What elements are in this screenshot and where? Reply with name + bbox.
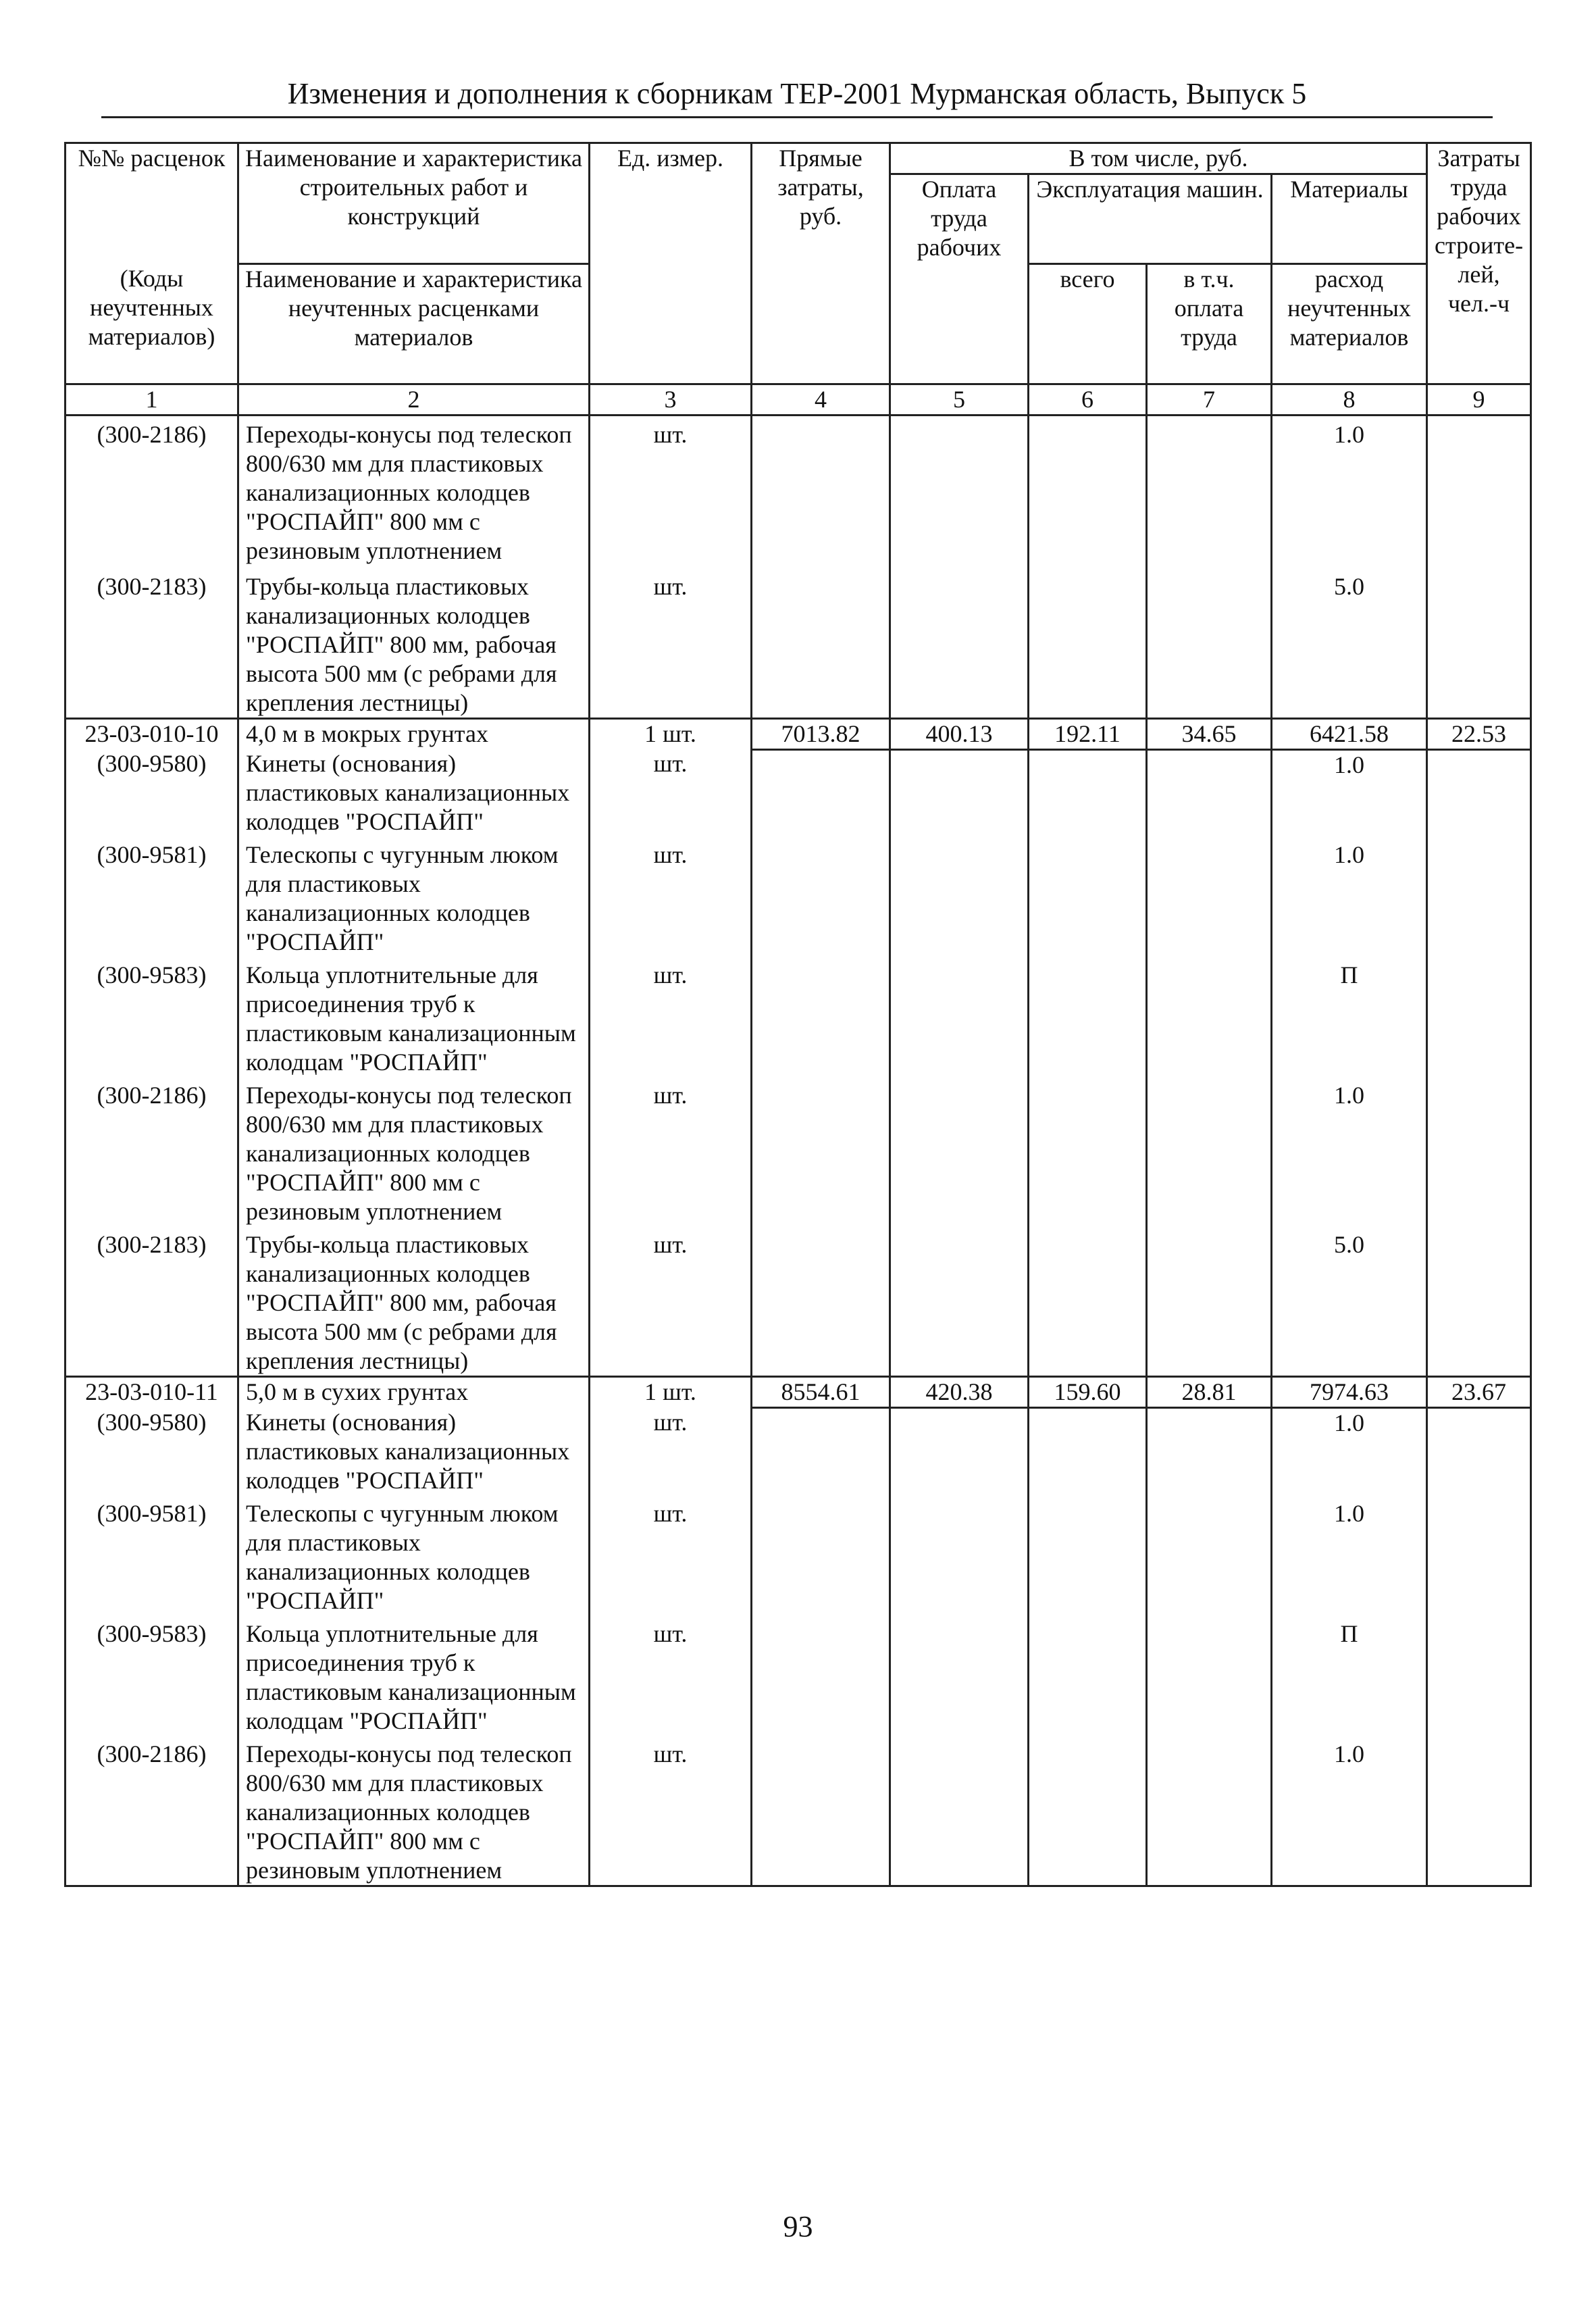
header-including: В том числе, руб. [890, 143, 1427, 174]
column-number: 9 [1427, 384, 1531, 415]
header-direct-costs: Прямые затраты, руб. [752, 143, 890, 384]
column-numbers-row [66, 384, 1531, 415]
column-number: 8 [1272, 384, 1427, 415]
material-unit: шт. [590, 1408, 752, 1495]
material-quantity: П [1272, 1615, 1427, 1736]
material-name: Переходы-конусы под телескоп 800/630 мм для пластиковых канализационных колодцев "РОСПАЙП" 800 мм с резиновым уплотнением [238, 1077, 590, 1226]
material-row [66, 749, 1531, 836]
column-number: 5 [890, 384, 1029, 415]
rate-name: 4,0 м в мокрых грунтах [238, 718, 590, 749]
material-row [66, 1408, 1531, 1495]
material-name: Трубы-кольца пластиковых канализационных колодцев "РОСПАЙП" 800 мм, рабочая высота 500 мм (с ребрами для крепления лестницы) [238, 1226, 590, 1377]
material-row [66, 565, 1531, 719]
rate-machines-total: 159.60 [1029, 1377, 1147, 1408]
material-row [66, 1226, 1531, 1377]
material-quantity: 1.0 [1272, 1495, 1427, 1615]
rate-labor-hours: 22.53 [1427, 718, 1531, 749]
material-quantity: 1.0 [1272, 1077, 1427, 1226]
material-name: Трубы-кольца пластиковых канализационных колодцев "РОСПАЙП" 800 мм, рабочая высота 500 мм (с ребрами для крепления лестницы) [238, 565, 590, 719]
header-materials: Материалы [1272, 174, 1427, 264]
material-name: Кольца уплотнительные для присоединения труб к пластиковым канализационным колодцам "РОСПАЙП" [238, 1615, 590, 1736]
material-quantity: 1.0 [1272, 749, 1427, 836]
rate-name: 5,0 м в сухих грунтах [238, 1377, 590, 1408]
material-code: (300-2183) [66, 565, 238, 719]
material-unit: шт. [590, 836, 752, 957]
material-code: (300-9580) [66, 749, 238, 836]
rate-code: 23-03-010-10 [66, 718, 238, 749]
column-number: 7 [1147, 384, 1272, 415]
material-unit: шт. [590, 415, 752, 565]
material-code: (300-2186) [66, 1077, 238, 1226]
header-unit: Ед. измер. [590, 143, 752, 384]
material-unit: шт. [590, 1495, 752, 1615]
rate-materials: 6421.58 [1272, 718, 1427, 749]
header-machines: Эксплуатация машин. [1029, 174, 1272, 264]
header-material-name: Наименование и характеристика неучтенных расценками материалов [238, 264, 590, 384]
material-quantity: 5.0 [1272, 1226, 1427, 1377]
rate-machines-total: 192.11 [1029, 718, 1147, 749]
header-machines-total: всего [1029, 264, 1147, 384]
material-row [66, 1495, 1531, 1615]
column-number: 2 [238, 384, 590, 415]
material-code: (300-9581) [66, 836, 238, 957]
column-number: 6 [1029, 384, 1147, 415]
rate-code: 23-03-010-11 [66, 1377, 238, 1408]
rate-labor-pay: 420.38 [890, 1377, 1029, 1408]
material-code: (300-2186) [66, 1736, 238, 1886]
material-code: (300-9581) [66, 1495, 238, 1615]
material-name: Переходы-конусы под телескоп 800/630 мм для пластиковых канализационных колодцев "РОСПАЙП" 800 мм с резиновым уплотнением [238, 1736, 590, 1886]
material-row [66, 836, 1531, 957]
title-underline [101, 116, 1493, 118]
rate-row [66, 718, 1531, 749]
header-rates-code: №№ расценок [66, 143, 238, 264]
rate-labor-pay: 400.13 [890, 718, 1029, 749]
material-name: Телескопы с чугунным люком для пластиковых канализационных колодцев "РОСПАЙП" [238, 1495, 590, 1615]
material-quantity: 5.0 [1272, 565, 1427, 719]
material-unit: шт. [590, 957, 752, 1077]
material-code: (300-2183) [66, 1226, 238, 1377]
material-quantity: 1.0 [1272, 836, 1427, 957]
header-labor-hours: Затраты труда рабочих строите-лей, чел.-ч [1427, 143, 1531, 384]
header-work-name: Наименование и характеристика строительных работ и конструкций [238, 143, 590, 264]
material-row [66, 415, 1531, 565]
rate-row [66, 1377, 1531, 1408]
column-number: 4 [752, 384, 890, 415]
material-code: (300-9583) [66, 1615, 238, 1736]
material-code: (300-2186) [66, 415, 238, 565]
table-header [66, 143, 1531, 416]
header-machines-labor: в т.ч. оплата труда [1147, 264, 1272, 384]
material-unit: шт. [590, 1615, 752, 1736]
rate-machines-labor: 28.81 [1147, 1377, 1272, 1408]
material-quantity: 1.0 [1272, 415, 1427, 565]
material-name: Кинеты (основания) пластиковых канализационных колодцев "РОСПАЙП" [238, 749, 590, 836]
rate-machines-labor: 34.65 [1147, 718, 1272, 749]
page-number: 93 [783, 2210, 813, 2243]
material-row [66, 1077, 1531, 1226]
material-quantity: 1.0 [1272, 1408, 1427, 1495]
header-labor-pay: Оплата труда рабочих [890, 174, 1029, 384]
material-unit: шт. [590, 1736, 752, 1886]
material-name: Телескопы с чугунным люком для пластиковых канализационных колодцев "РОСПАЙП" [238, 836, 590, 957]
material-unit: шт. [590, 565, 752, 719]
rates-table [64, 142, 1532, 1887]
page-title: Изменения и дополнения к сборникам ТЕР-2001 Мурманская область, Выпуск 5 [287, 77, 1307, 110]
material-row [66, 1615, 1531, 1736]
material-row [66, 957, 1531, 1077]
rate-direct-costs: 8554.61 [752, 1377, 890, 1408]
material-code: (300-9583) [66, 957, 238, 1077]
header-material-consumption: расход неучтенных материалов [1272, 264, 1427, 384]
material-name: Кольца уплотнительные для присоединения труб к пластиковым канализационным колодцам "РОСПАЙП" [238, 957, 590, 1077]
rate-labor-hours: 23.67 [1427, 1377, 1531, 1408]
column-number: 1 [66, 384, 238, 415]
material-name: Кинеты (основания) пластиковых канализационных колодцев "РОСПАЙП" [238, 1408, 590, 1495]
rate-unit: 1 шт. [590, 1377, 752, 1408]
material-unit: шт. [590, 1077, 752, 1226]
material-quantity: 1.0 [1272, 1736, 1427, 1886]
material-unit: шт. [590, 749, 752, 836]
rate-unit: 1 шт. [590, 718, 752, 749]
material-row [66, 1736, 1531, 1886]
rate-direct-costs: 7013.82 [752, 718, 890, 749]
header-material-codes: (Коды неучтенных материалов) [66, 264, 238, 384]
material-code: (300-9580) [66, 1408, 238, 1495]
material-unit: шт. [590, 1226, 752, 1377]
material-quantity: П [1272, 957, 1427, 1077]
column-number: 3 [590, 384, 752, 415]
table-body [66, 415, 1531, 1886]
material-name: Переходы-конусы под телескоп 800/630 мм для пластиковых канализационных колодцев "РОСПАЙП" 800 мм с резиновым уплотнением [238, 415, 590, 565]
rate-materials: 7974.63 [1272, 1377, 1427, 1408]
